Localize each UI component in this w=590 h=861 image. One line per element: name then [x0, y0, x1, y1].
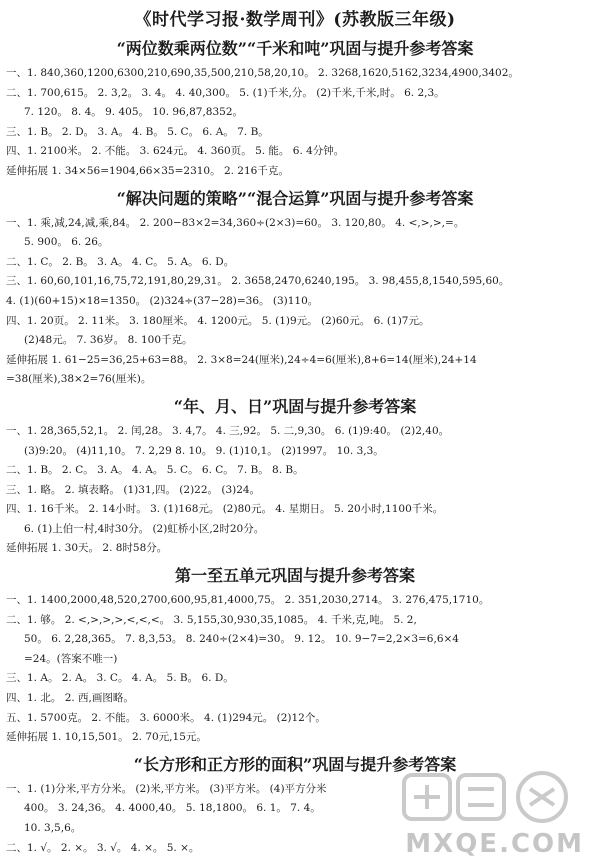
answer-line: 一、1. 乘,减,24,减,乘,84。 2. 200−83×2=34,360÷(2×3)=60。 3. 120,80。 4. <,>,>,=。	[6, 216, 465, 229]
answer-line: 50。 6. 2,28,365。 7. 8,3,53。 8. 240÷(2×4)=30。 9. 12。 10. 9−7=2,2×3=6,6×4	[24, 633, 459, 646]
newspaper-title: 《时代学习报·数学周刊》(苏教版三年级)	[134, 10, 456, 30]
answer-line: 四、1. 20页。 2. 11米。 3. 180厘米。 4. 1200元。 5. (1)9元。 (2)60元。 6. (1)7元。	[6, 314, 430, 327]
answer-line: 四、1. 16千米。 2. 14小时。 3. (1)168元。 (2)80元。 4. 星期日。 5. 20小时,1100千米。	[6, 503, 444, 516]
answer-sections	[6, 38, 584, 858]
answer-line: 7. 120。 8. 4。 9. 405。 10. 96,87,8352。	[24, 106, 243, 119]
answer-line: 二、1. 700,615。 2. 3,2。 3. 4。 4. 40,300。 5. (1)千米,分。 (2)千米,千米,时。 6. 2,3。	[6, 86, 445, 99]
answer-line: 一、1. (1)分米,平方分米。 (2)米,平方米。 (3)平方米。 (4)平方分米	[6, 782, 327, 795]
answer-line: 四、1. 北。 2. 西,画图略。	[6, 692, 134, 705]
answer-line: 二、1. 够。 2. <,>,>,>,<,<,<。 3. 5,155,30,930,35,1085。 4. 千米,克,吨。 5. 2,	[6, 613, 417, 626]
answer-line: 一、1. 1400,2000,48,520,2700,600,95,81,4000,75。 2. 351,2030,2714。 3. 276,475,1710。	[6, 594, 490, 607]
answer-line: 10. 3,5,6。	[24, 822, 82, 834]
answer-line: 延伸拓展 1. 61−25=36,25+63=88。 2. 3×8=24(厘米),24÷4=6(厘米),8+6=14(厘米),24+14	[6, 353, 477, 366]
answer-line: 6. (1)上伯一村,4时30分。 (2)虹桥小区,2时20分。	[24, 522, 265, 535]
answer-line: 二、1. C。 2. B。 3. A。 4. C。 5. A。 6. D。	[6, 255, 235, 268]
answer-line: 延伸拓展 1. 10,15,501。 2. 70元,15元。	[6, 731, 207, 744]
answer-line: 三、1. 略。 2. 填表略。 (1)31,四。 (2)22。 (3)24。	[6, 483, 261, 496]
answer-line: 三、1. A。 2. A。 3. C。 4. A。 5. B。 6. D。	[6, 672, 234, 685]
answer-line: =38(厘米),38×2=76(厘米)。	[6, 373, 152, 386]
answer-line: 一、1. 840,360,1200,6300,210,690,35,500,210,58,20,10。 2. 3268,1620,5162,3234,4900,3402。	[6, 67, 519, 79]
section-title: “解决问题的策略”“混合运算”巩固与提升参考答案	[116, 188, 474, 208]
watermark-text: MXQE.COM	[405, 829, 584, 859]
section-title: 第一至五单元巩固与提升参考答案	[174, 566, 415, 586]
section-title: “长方形和正方形的面积”巩固与提升参考答案	[133, 754, 457, 774]
answer-line: 二、1. B。 2. C。 3. A。 4. A。 5. C。 6. C。 7. B。 8. B。	[6, 464, 304, 477]
section-title: “年、月、日”巩固与提升参考答案	[173, 396, 417, 416]
answer-line: (3)9:20。 (4)11,10。 7. 2,29 8. 10。 9. (1)10,1。 (2)1997。 10. 3,3。	[24, 444, 384, 457]
answer-line: 四、1. 2100米。 2. 不能。 3. 624元。 4. 360页。 5. 能。 6. 4分钟。	[6, 145, 345, 158]
answer-line: 三、1. 60,60,101,16,75,72,191,80,29,31。 2. 3658,2470,6240,195。 3. 98,455,8,1540,595,60。	[6, 275, 510, 288]
section-title: “两位数乘两位数”“千米和吨”巩固与提升参考答案	[116, 39, 474, 58]
answer-line: =24。(答案不唯一)	[24, 652, 118, 665]
answer-line: 延伸拓展 1. 34×56=1904,66×35=2310。 2. 216千克。	[6, 164, 289, 177]
answer-line: 一、1. 28,365,52,1。 2. 闰,28。 3. 4,7。 4. 三,92。 5. 二,9,30。 6. (1)9:40。 (2)2,40。	[6, 424, 450, 437]
answer-line: 延伸拓展 1. 30天。 2. 8时58分。	[6, 542, 168, 555]
answer-line: 4. (1)(60+15)×18=1350。 (2)324÷(37−28)=36。 (3)110。	[6, 294, 319, 307]
answer-line: 五、1. 5700克。 2. 不能。 3. 6000米。 4. (1)294元。 (2)12个。	[6, 711, 326, 724]
answer-line: (2)48元。 7. 36岁。 8. 100千克。	[24, 334, 193, 347]
answer-line: 400。 3. 24,36。 4. 4000,40。 5. 18,1800。 6. 1。 7. 4。	[24, 802, 321, 815]
answer-line: 三、1. B。 2. D。 3. A。 4. B。 5. C。 6. A。 7. B。	[6, 125, 269, 138]
answer-line: 5. 900。 6. 26。	[24, 236, 109, 249]
answer-line: 二、1. √。 2. ×。 3. √。 4. ×。 5. ×。	[6, 841, 200, 854]
